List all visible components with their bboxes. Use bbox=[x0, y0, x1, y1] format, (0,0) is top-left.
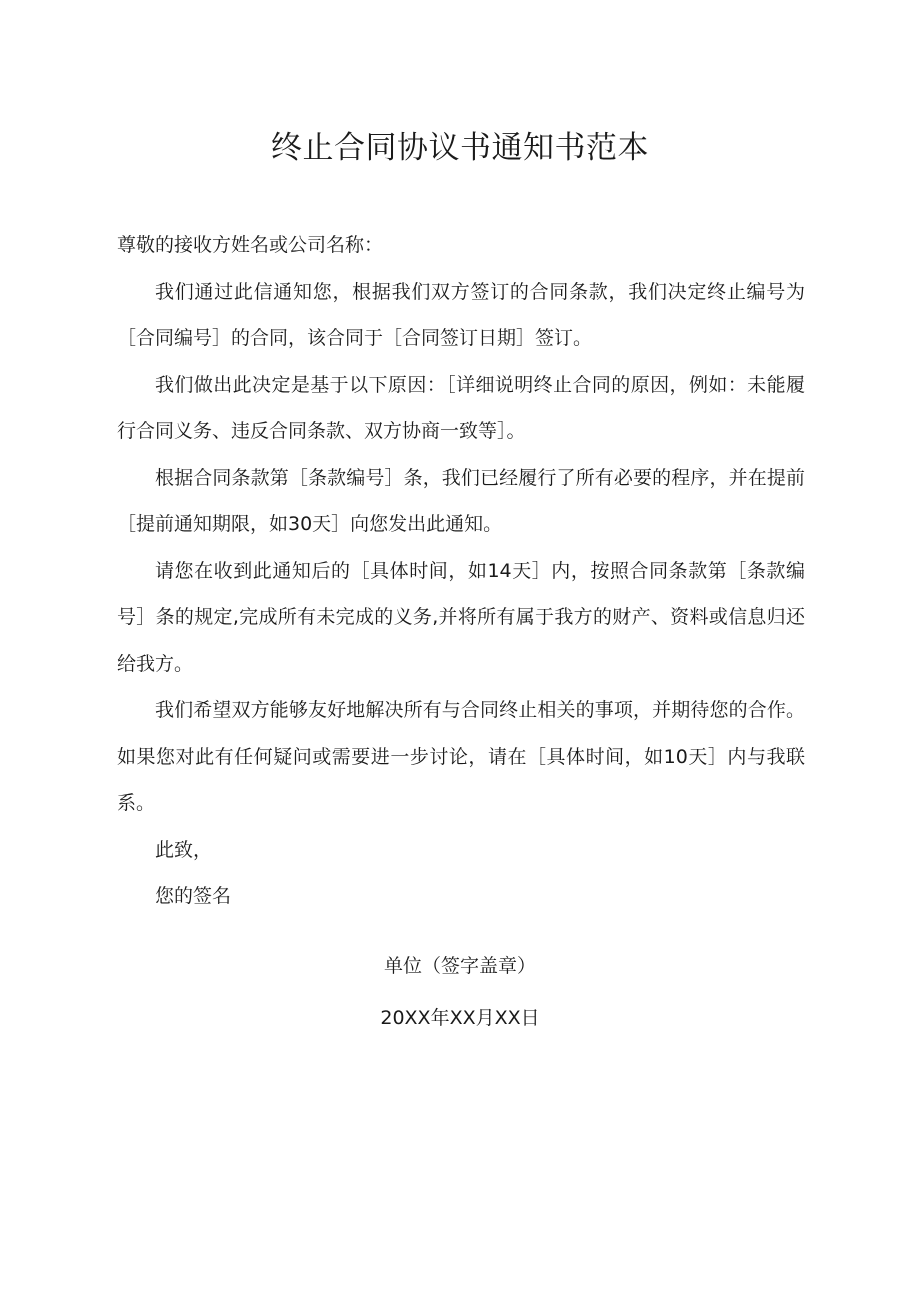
signature: 您的签名 bbox=[155, 885, 232, 907]
paragraph-contact: 我们希望双方能够友好地解决所有与合同终止相关的事项，并期待您的合作。如果您对此有任何疑问或需要进一步讨论，请在［具体时间，如10天］内与我联系。 bbox=[117, 699, 805, 814]
paragraph-obligations: 请您在收到此通知后的［具体时间，如14天］内，按照合同条款第［条款编号］条的规定,完成所有未完成的义务,并将所有属于我方的财产、资料或信息归还给我方。 bbox=[117, 559, 805, 675]
closing: 此致， bbox=[155, 838, 213, 861]
paragraph-procedure: 根据合同条款第［条款编号］条，我们已经履行了所有必要的程序，并在提前［提前通知期限，如30天］向您发出此通知。 bbox=[117, 466, 805, 535]
paragraph-reasons: 我们做出此决定是基于以下原因：［详细说明终止合同的原因，例如：未能履行合同义务、违反合同条款、双方协商一致等］。 bbox=[117, 373, 805, 442]
date-line: 20XX年XX月XX日 bbox=[380, 1007, 540, 1029]
paragraph-termination-notice: 我们通过此信通知您，根据我们双方签订的合同条款，我们决定终止编号为［合同编号］的合同，该合同于［合同签订日期］签订。 bbox=[117, 280, 805, 349]
unit-seal-line: 单位（签字盖章） bbox=[383, 955, 536, 977]
salutation: 尊敬的接收方姓名或公司名称： bbox=[117, 234, 384, 256]
document-title: 终止合同协议书通知书范本 bbox=[271, 130, 649, 166]
letter-body bbox=[117, 222, 805, 920]
